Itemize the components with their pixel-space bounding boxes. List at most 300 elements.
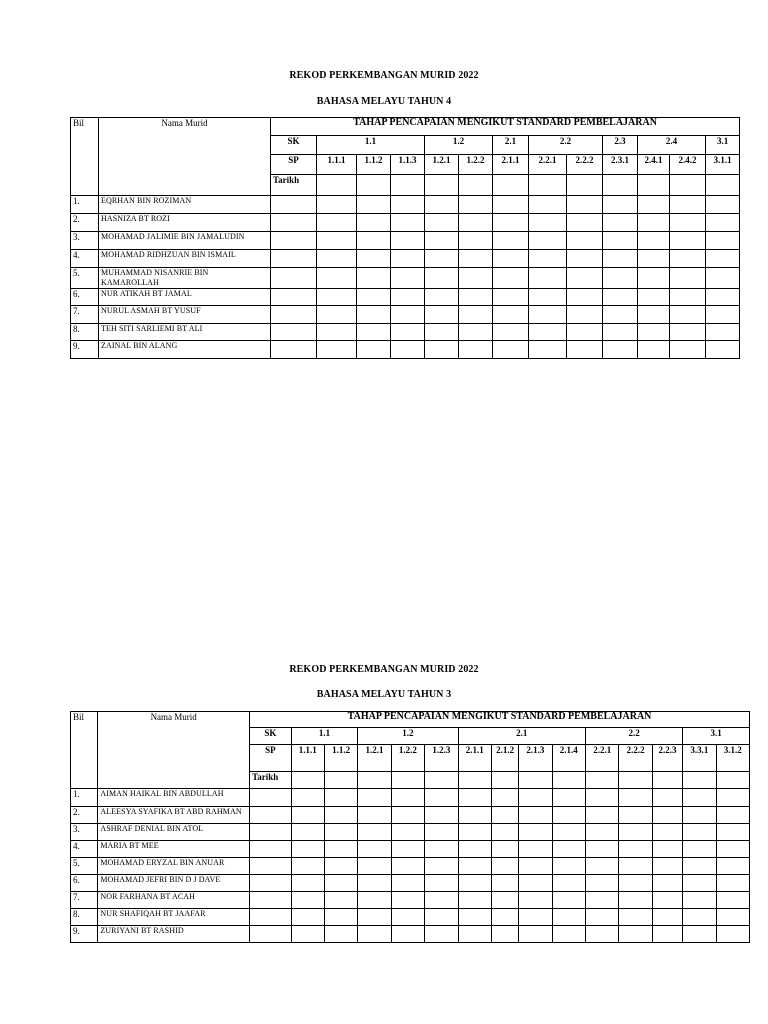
score-cell[interactable]: [519, 807, 552, 824]
score-cell[interactable]: [493, 268, 529, 289]
score-cell[interactable]: [603, 289, 638, 306]
sk-group: 2.2: [586, 728, 683, 745]
score-cell[interactable]: [250, 824, 291, 841]
score-cell[interactable]: [391, 196, 425, 214]
score-cell[interactable]: [357, 268, 391, 289]
score-cell[interactable]: [271, 196, 317, 214]
score-cell[interactable]: [619, 841, 652, 858]
score-cell[interactable]: [493, 306, 529, 324]
date-cell[interactable]: [391, 175, 425, 196]
score-cell[interactable]: [552, 841, 585, 858]
score-cell[interactable]: [491, 789, 518, 807]
score-cell[interactable]: [706, 324, 740, 341]
score-cell[interactable]: [670, 196, 706, 214]
score-cell[interactable]: [458, 909, 491, 926]
score-cell[interactable]: [391, 892, 424, 909]
score-cell[interactable]: [250, 909, 291, 926]
date-cell[interactable]: [638, 175, 670, 196]
student-number: 9.: [71, 341, 99, 359]
score-cell[interactable]: [250, 892, 291, 909]
score-cell[interactable]: [357, 306, 391, 324]
score-cell[interactable]: [425, 289, 459, 306]
score-cell[interactable]: [567, 250, 603, 268]
score-cell[interactable]: [716, 789, 749, 807]
score-cell[interactable]: [519, 841, 552, 858]
record-1-title: REKOD PERKEMBANGAN MURID 2022: [289, 70, 479, 81]
score-cell[interactable]: [706, 341, 740, 359]
score-cell[interactable]: [683, 807, 716, 824]
score-cell[interactable]: [586, 789, 619, 807]
score-cell[interactable]: [670, 214, 706, 232]
score-cell[interactable]: [619, 824, 652, 841]
score-cell[interactable]: [567, 306, 603, 324]
score-cell[interactable]: [683, 824, 716, 841]
score-cell[interactable]: [291, 892, 324, 909]
score-cell[interactable]: [491, 807, 518, 824]
score-cell[interactable]: [567, 289, 603, 306]
score-cell[interactable]: [603, 250, 638, 268]
score-cell[interactable]: [529, 324, 567, 341]
score-cell[interactable]: [358, 841, 391, 858]
score-cell[interactable]: [291, 841, 324, 858]
score-cell[interactable]: [716, 926, 749, 943]
score-cell[interactable]: [491, 875, 518, 892]
score-cell[interactable]: [459, 324, 493, 341]
score-cell[interactable]: [391, 324, 425, 341]
score-cell[interactable]: [638, 289, 670, 306]
score-cell[interactable]: [317, 268, 357, 289]
score-cell[interactable]: [324, 807, 357, 824]
score-cell[interactable]: [425, 214, 459, 232]
score-cell[interactable]: [357, 341, 391, 359]
score-cell[interactable]: [358, 892, 391, 909]
score-cell[interactable]: [619, 807, 652, 824]
score-cell[interactable]: [586, 875, 619, 892]
score-cell[interactable]: [519, 909, 552, 926]
score-cell[interactable]: [670, 232, 706, 250]
score-cell[interactable]: [603, 268, 638, 289]
score-cell[interactable]: [458, 875, 491, 892]
score-cell[interactable]: [391, 841, 424, 858]
score-cell[interactable]: [391, 858, 424, 875]
score-cell[interactable]: [619, 789, 652, 807]
score-cell[interactable]: [291, 824, 324, 841]
score-cell[interactable]: [683, 858, 716, 875]
score-cell[interactable]: [652, 789, 682, 807]
score-cell[interactable]: [459, 289, 493, 306]
score-cell[interactable]: [459, 341, 493, 359]
score-cell[interactable]: [324, 841, 357, 858]
date-cell[interactable]: [683, 772, 716, 789]
score-cell[interactable]: [391, 341, 425, 359]
date-cell[interactable]: [425, 772, 458, 789]
student-name: NOR FARHANA BT ACAH: [98, 892, 250, 909]
student-number: 4.: [71, 250, 99, 268]
score-cell[interactable]: [529, 268, 567, 289]
score-cell[interactable]: [586, 824, 619, 841]
score-cell[interactable]: [529, 232, 567, 250]
score-cell[interactable]: [317, 250, 357, 268]
score-cell[interactable]: [458, 789, 491, 807]
score-cell[interactable]: [324, 789, 357, 807]
date-cell[interactable]: [324, 772, 357, 789]
score-cell[interactable]: [357, 324, 391, 341]
score-cell[interactable]: [357, 214, 391, 232]
score-cell[interactable]: [425, 306, 459, 324]
score-cell[interactable]: [459, 196, 493, 214]
score-cell[interactable]: [250, 841, 291, 858]
score-cell[interactable]: [250, 875, 291, 892]
score-cell[interactable]: [357, 196, 391, 214]
date-cell[interactable]: [291, 772, 324, 789]
score-cell[interactable]: [391, 807, 424, 824]
score-cell[interactable]: [391, 268, 425, 289]
score-cell[interactable]: [706, 196, 740, 214]
score-cell[interactable]: [324, 875, 357, 892]
score-cell[interactable]: [567, 341, 603, 359]
date-cell[interactable]: [519, 772, 552, 789]
score-cell[interactable]: [491, 841, 518, 858]
score-cell[interactable]: [638, 196, 670, 214]
score-cell[interactable]: [519, 892, 552, 909]
score-cell[interactable]: [425, 250, 459, 268]
score-cell[interactable]: [271, 289, 317, 306]
date-cell[interactable]: [652, 772, 682, 789]
score-cell[interactable]: [586, 858, 619, 875]
date-cell[interactable]: [493, 175, 529, 196]
score-cell[interactable]: [670, 268, 706, 289]
score-cell[interactable]: [317, 341, 357, 359]
score-cell[interactable]: [493, 289, 529, 306]
score-cell[interactable]: [716, 824, 749, 841]
score-cell[interactable]: [652, 824, 682, 841]
score-cell[interactable]: [458, 824, 491, 841]
score-cell[interactable]: [391, 875, 424, 892]
score-cell[interactable]: [358, 926, 391, 943]
score-cell[interactable]: [529, 289, 567, 306]
score-cell[interactable]: [458, 841, 491, 858]
score-cell[interactable]: [425, 341, 459, 359]
score-cell[interactable]: [529, 306, 567, 324]
score-cell[interactable]: [529, 341, 567, 359]
score-cell[interactable]: [291, 789, 324, 807]
score-cell[interactable]: [603, 341, 638, 359]
score-cell[interactable]: [357, 250, 391, 268]
tarikh-label: Tarikh: [271, 175, 317, 196]
score-cell[interactable]: [425, 841, 458, 858]
score-cell[interactable]: [603, 214, 638, 232]
sp-code: 1.2.1: [358, 745, 391, 772]
score-cell[interactable]: [491, 858, 518, 875]
score-cell[interactable]: [619, 858, 652, 875]
score-cell[interactable]: [519, 789, 552, 807]
score-cell[interactable]: [250, 858, 291, 875]
score-cell[interactable]: [638, 341, 670, 359]
score-cell[interactable]: [459, 250, 493, 268]
table-row: [71, 289, 740, 306]
score-cell[interactable]: [716, 858, 749, 875]
score-cell[interactable]: [391, 926, 424, 943]
student-name: ALEESYA SYAFIKA BT ABD RAHMAN: [98, 807, 250, 824]
date-cell[interactable]: [670, 175, 706, 196]
score-cell[interactable]: [603, 306, 638, 324]
score-cell[interactable]: [250, 789, 291, 807]
score-cell[interactable]: [425, 858, 458, 875]
score-cell[interactable]: [586, 892, 619, 909]
score-cell[interactable]: [291, 858, 324, 875]
score-cell[interactable]: [670, 306, 706, 324]
score-cell[interactable]: [652, 875, 682, 892]
score-cell[interactable]: [425, 892, 458, 909]
score-cell[interactable]: [683, 789, 716, 807]
score-cell[interactable]: [638, 324, 670, 341]
score-cell[interactable]: [619, 892, 652, 909]
score-cell[interactable]: [716, 892, 749, 909]
score-cell[interactable]: [493, 196, 529, 214]
date-cell[interactable]: [491, 772, 518, 789]
score-cell[interactable]: [619, 909, 652, 926]
date-cell[interactable]: [567, 175, 603, 196]
score-cell[interactable]: [271, 324, 317, 341]
date-cell[interactable]: [458, 772, 491, 789]
score-cell[interactable]: [391, 824, 424, 841]
score-cell[interactable]: [324, 892, 357, 909]
score-cell[interactable]: [670, 250, 706, 268]
score-cell[interactable]: [652, 841, 682, 858]
score-cell[interactable]: [491, 824, 518, 841]
score-cell[interactable]: [425, 232, 459, 250]
score-cell[interactable]: [459, 306, 493, 324]
score-cell[interactable]: [425, 324, 459, 341]
score-cell[interactable]: [586, 909, 619, 926]
score-cell[interactable]: [425, 807, 458, 824]
score-cell[interactable]: [425, 824, 458, 841]
score-cell[interactable]: [619, 875, 652, 892]
score-cell[interactable]: [391, 789, 424, 807]
date-cell[interactable]: [529, 175, 567, 196]
score-cell[interactable]: [358, 824, 391, 841]
score-cell[interactable]: [683, 841, 716, 858]
score-cell[interactable]: [493, 250, 529, 268]
score-cell[interactable]: [425, 875, 458, 892]
score-cell[interactable]: [519, 824, 552, 841]
score-cell[interactable]: [458, 892, 491, 909]
score-cell[interactable]: [586, 926, 619, 943]
score-cell[interactable]: [652, 807, 682, 824]
score-cell[interactable]: [493, 214, 529, 232]
score-cell[interactable]: [358, 807, 391, 824]
date-cell[interactable]: [459, 175, 493, 196]
score-cell[interactable]: [716, 909, 749, 926]
score-cell[interactable]: [458, 807, 491, 824]
score-cell[interactable]: [683, 892, 716, 909]
score-cell[interactable]: [670, 289, 706, 306]
score-cell[interactable]: [317, 306, 357, 324]
score-cell[interactable]: [391, 909, 424, 926]
score-cell[interactable]: [552, 789, 585, 807]
date-cell[interactable]: [425, 175, 459, 196]
score-cell[interactable]: [619, 926, 652, 943]
score-cell[interactable]: [291, 875, 324, 892]
score-cell[interactable]: [458, 858, 491, 875]
score-cell[interactable]: [552, 858, 585, 875]
score-cell[interactable]: [603, 196, 638, 214]
score-cell[interactable]: [638, 250, 670, 268]
score-cell[interactable]: [291, 807, 324, 824]
score-cell[interactable]: [706, 268, 740, 289]
score-cell[interactable]: [459, 268, 493, 289]
date-cell[interactable]: [586, 772, 619, 789]
score-cell[interactable]: [357, 289, 391, 306]
score-cell[interactable]: [317, 196, 357, 214]
score-cell[interactable]: [683, 909, 716, 926]
sp-code: 2.2.2: [567, 155, 603, 175]
student-name: NUR ATIKAH BT JAMAL: [99, 289, 271, 306]
sp-code: 2.1.1: [458, 745, 491, 772]
date-cell[interactable]: [619, 772, 652, 789]
score-cell[interactable]: [586, 807, 619, 824]
score-cell[interactable]: [638, 214, 670, 232]
score-cell[interactable]: [638, 306, 670, 324]
table-row: [71, 232, 740, 250]
score-cell[interactable]: [552, 909, 585, 926]
score-cell[interactable]: [567, 268, 603, 289]
score-cell[interactable]: [706, 250, 740, 268]
score-cell[interactable]: [324, 926, 357, 943]
date-cell[interactable]: [706, 175, 740, 196]
date-cell[interactable]: [391, 772, 424, 789]
date-cell[interactable]: [358, 772, 391, 789]
score-cell[interactable]: [552, 926, 585, 943]
score-cell[interactable]: [271, 250, 317, 268]
date-cell[interactable]: [357, 175, 391, 196]
score-cell[interactable]: [317, 214, 357, 232]
score-cell[interactable]: [552, 807, 585, 824]
score-cell[interactable]: [638, 268, 670, 289]
score-cell[interactable]: [567, 196, 603, 214]
score-cell[interactable]: [491, 892, 518, 909]
sp-code: 2.4.1: [638, 155, 670, 175]
date-cell[interactable]: [552, 772, 585, 789]
score-cell[interactable]: [529, 214, 567, 232]
score-cell[interactable]: [652, 858, 682, 875]
score-cell[interactable]: [391, 232, 425, 250]
score-cell[interactable]: [670, 341, 706, 359]
score-cell[interactable]: [493, 341, 529, 359]
score-cell[interactable]: [459, 214, 493, 232]
score-cell[interactable]: [683, 926, 716, 943]
score-cell[interactable]: [425, 789, 458, 807]
score-cell[interactable]: [652, 926, 682, 943]
score-cell[interactable]: [519, 858, 552, 875]
score-cell[interactable]: [391, 214, 425, 232]
score-cell[interactable]: [324, 824, 357, 841]
score-cell[interactable]: [491, 926, 518, 943]
score-cell[interactable]: [652, 892, 682, 909]
score-cell[interactable]: [493, 232, 529, 250]
score-cell[interactable]: [706, 214, 740, 232]
score-cell[interactable]: [358, 858, 391, 875]
score-cell[interactable]: [458, 926, 491, 943]
score-cell[interactable]: [358, 789, 391, 807]
score-cell[interactable]: [567, 232, 603, 250]
table-row: [71, 858, 750, 875]
score-cell[interactable]: [493, 324, 529, 341]
score-cell[interactable]: [706, 306, 740, 324]
score-cell[interactable]: [552, 824, 585, 841]
score-cell[interactable]: [529, 250, 567, 268]
student-number: 1.: [71, 196, 99, 214]
score-cell[interactable]: [670, 324, 706, 341]
score-cell[interactable]: [391, 306, 425, 324]
score-cell[interactable]: [716, 807, 749, 824]
score-cell[interactable]: [425, 196, 459, 214]
score-cell[interactable]: [271, 214, 317, 232]
date-cell[interactable]: [603, 175, 638, 196]
record-1-table: [70, 117, 740, 359]
score-cell[interactable]: [425, 909, 458, 926]
student-number: 1.: [71, 789, 98, 807]
score-cell[interactable]: [716, 875, 749, 892]
date-cell[interactable]: [716, 772, 749, 789]
score-cell[interactable]: [391, 289, 425, 306]
score-cell[interactable]: [291, 926, 324, 943]
score-cell[interactable]: [425, 926, 458, 943]
score-cell[interactable]: [324, 858, 357, 875]
sk-group: 2.2: [529, 136, 603, 155]
score-cell[interactable]: [603, 324, 638, 341]
score-cell[interactable]: [586, 841, 619, 858]
score-cell[interactable]: [271, 306, 317, 324]
score-cell[interactable]: [250, 807, 291, 824]
score-cell[interactable]: [391, 250, 425, 268]
score-cell[interactable]: [529, 196, 567, 214]
score-cell[interactable]: [706, 289, 740, 306]
score-cell[interactable]: [358, 875, 391, 892]
score-cell[interactable]: [716, 841, 749, 858]
score-cell[interactable]: [652, 909, 682, 926]
score-cell[interactable]: [250, 926, 291, 943]
score-cell[interactable]: [291, 909, 324, 926]
score-cell[interactable]: [271, 341, 317, 359]
score-cell[interactable]: [271, 232, 317, 250]
score-cell[interactable]: [491, 909, 518, 926]
student-number: 5.: [71, 268, 99, 289]
score-cell[interactable]: [603, 232, 638, 250]
score-cell[interactable]: [552, 875, 585, 892]
score-cell[interactable]: [552, 892, 585, 909]
score-cell[interactable]: [317, 289, 357, 306]
score-cell[interactable]: [358, 909, 391, 926]
record-1-subtitle: BAHASA MELAYU TAHUN 4: [316, 96, 452, 107]
score-cell[interactable]: [638, 232, 670, 250]
score-cell[interactable]: [357, 232, 391, 250]
score-cell[interactable]: [324, 909, 357, 926]
score-cell[interactable]: [459, 232, 493, 250]
score-cell[interactable]: [271, 268, 317, 289]
sp-code: 1.2.2: [391, 745, 424, 772]
score-cell[interactable]: [567, 214, 603, 232]
score-cell[interactable]: [567, 324, 603, 341]
score-cell[interactable]: [425, 268, 459, 289]
score-cell[interactable]: [519, 926, 552, 943]
score-cell[interactable]: [519, 875, 552, 892]
score-cell[interactable]: [317, 324, 357, 341]
score-cell[interactable]: [683, 875, 716, 892]
score-cell[interactable]: [706, 232, 740, 250]
score-cell[interactable]: [317, 232, 357, 250]
date-cell[interactable]: [317, 175, 357, 196]
